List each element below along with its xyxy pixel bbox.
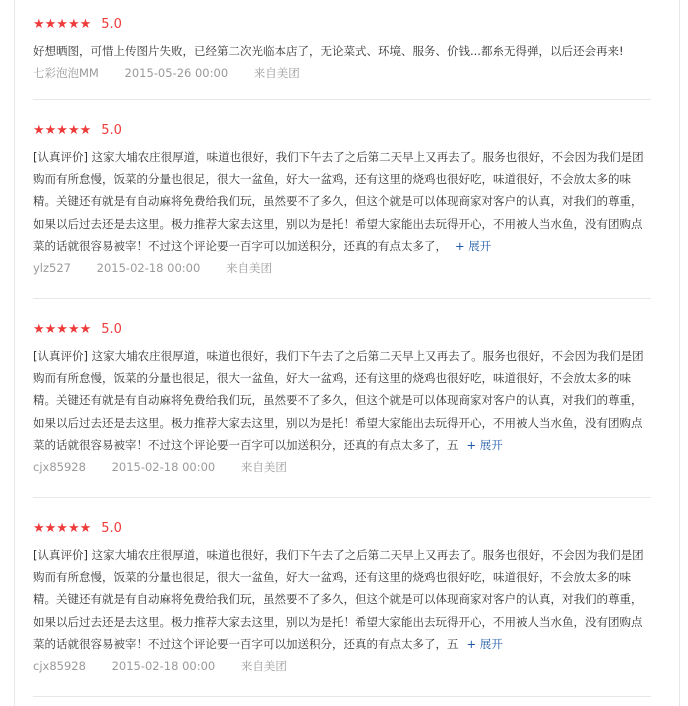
rating-score: 5.0 xyxy=(101,17,122,32)
review-text xyxy=(33,544,651,655)
review-source: 来自美团 xyxy=(225,261,272,276)
review-source: 来自美团 xyxy=(240,659,287,674)
review-body: [认真评价] 这家大埔农庄很厚道，味道也很好，我们下午去了之后第二天早上又再去了。服务也很好，不会因为我们是团购而有所怠慢，饭菜的分量也很足，很大一盆鱼，好大一盆鸡，还有这里的烧鸡也很好吃，味道很好，不会放太多的味精。关键还有就是有自动麻将免费给我们玩，虽然要不了多久，但这个就是可以体现商家对客户的认真，对我们的尊重，如果以后过去还是去这里。极力推荐大家去这里，别以为是托！希望大家能出去玩得开心，不用被人当水鱼，没有团购点菜的话就很容易被宰！不过这个评论要一百字可以加送积分，还真的有点太多了，五 xyxy=(33,548,644,651)
review-date: 2015-02-18 00:00 xyxy=(111,460,216,475)
expand-link[interactable]: + 展开 xyxy=(455,238,492,253)
review-meta xyxy=(33,258,651,278)
review-text xyxy=(33,146,651,257)
rating-row xyxy=(33,518,651,540)
review-body: 好想晒图，可惜上传图片失败，已经第二次光临本店了，无论菜式、环境、服务、价钱...都糸无得弹，以后还会再来! xyxy=(33,44,624,58)
review-item xyxy=(33,498,651,697)
star-rating-icon: ★★★★★ xyxy=(33,322,92,337)
review-meta xyxy=(33,656,651,676)
rating-score: 5.0 xyxy=(101,322,122,337)
review-user[interactable]: cjx85928 xyxy=(33,659,86,674)
rating-score: 5.0 xyxy=(101,123,122,138)
star-rating-icon: ★★★★★ xyxy=(33,521,92,536)
review-body: [认真评价] 这家大埔农庄很厚道，味道也很好，我们下午去了之后第二天早上又再去了。服务也很好，不会因为我们是团购而有所怠慢，饭菜的分量也很足，很大一盆鱼，好大一盆鸡，还有这里的烧鸡也很好吃，味道很好，不会放太多的味精。关键还有就是有自动麻将免费给我们玩，虽然要不了多久，但这个就是可以体现商家对客户的认真，对我们的尊重，如果以后过去还是去这里。极力推荐大家去这里，别以为是托！希望大家能出去玩得开心，不用被人当水鱼，没有团购点菜的话就很容易被宰！不过这个评论要一百字可以加送积分，还真的有点太多了，五 xyxy=(33,349,644,452)
review-body: [认真评价] 这家大埔农庄很厚道，味道也很好，我们下午去了之后第二天早上又再去了。服务也很好，不会因为我们是团购而有所怠慢，饭菜的分量也很足，很大一盆鱼，好大一盆鸡，还有这里的烧鸡也很好吃，味道很好，不会放太多的味精。关键还有就是有自动麻将免费给我们玩，虽然要不了多久，但这个就是可以体现商家对客户的认真，对我们的尊重，如果以后过去还是去这里。极力推荐大家去这里，别以为是托！希望大家能出去玩得开心，不用被人当水鱼，没有团购点菜的话就很容易被宰！不过这个评论要一百字可以加送积分，还真的有点太多了， xyxy=(33,150,644,253)
review-item xyxy=(33,4,651,100)
rating-row xyxy=(33,319,651,341)
review-text xyxy=(33,345,651,456)
review-user[interactable]: 七彩泡泡MM xyxy=(33,66,99,81)
star-rating-icon: ★★★★★ xyxy=(33,17,92,32)
rating-row xyxy=(33,120,651,142)
review-item xyxy=(33,100,651,299)
expand-link[interactable]: + 展开 xyxy=(466,437,503,452)
review-source: 来自美团 xyxy=(253,66,300,81)
review-user[interactable]: ylz527 xyxy=(33,261,71,276)
expand-link[interactable]: + 展开 xyxy=(466,636,503,651)
review-list xyxy=(33,14,651,697)
star-rating-icon: ★★★★★ xyxy=(33,123,92,138)
review-text xyxy=(33,40,651,62)
review-date: 2015-02-18 00:00 xyxy=(111,659,216,674)
rating-score: 5.0 xyxy=(101,521,122,536)
review-meta xyxy=(33,457,651,477)
review-meta xyxy=(33,63,651,83)
review-source: 来自美团 xyxy=(240,460,287,475)
review-user[interactable]: cjx85928 xyxy=(33,460,86,475)
rating-row xyxy=(33,14,651,36)
review-date: 2015-05-26 00:00 xyxy=(124,66,229,81)
review-item xyxy=(33,299,651,498)
review-date: 2015-02-18 00:00 xyxy=(96,261,201,276)
